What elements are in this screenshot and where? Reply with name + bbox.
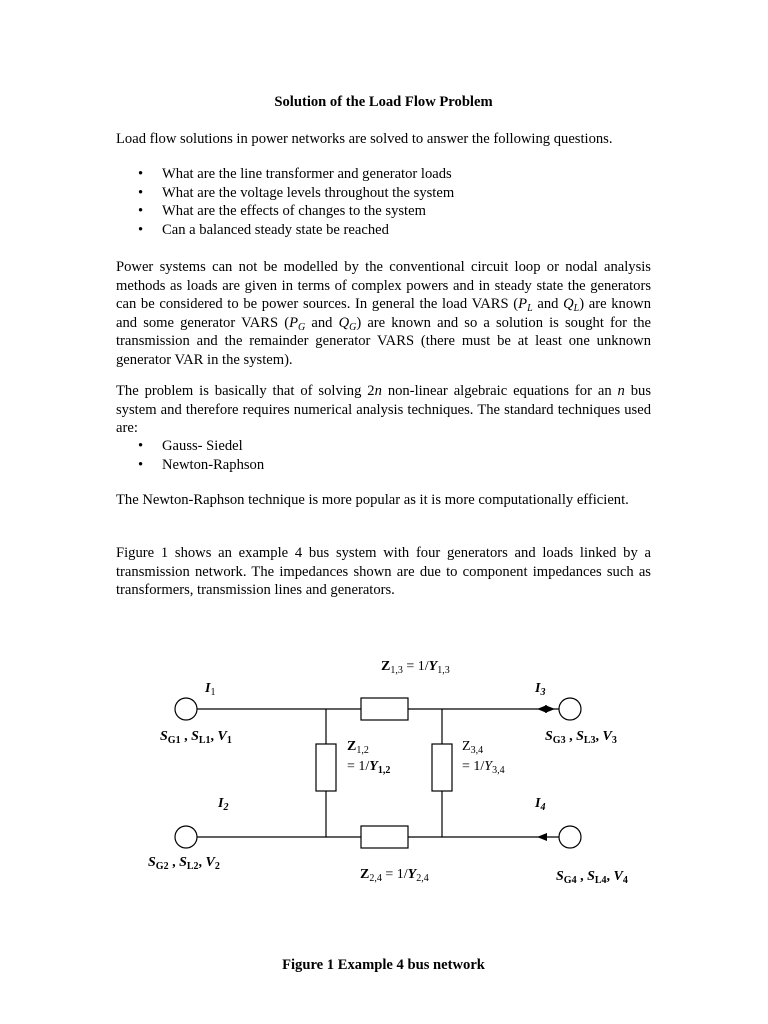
z12-value: = $1/Y_{1,2}$ bbox=[347, 759, 391, 776]
list-item: • What are the effects of changes to the system bbox=[138, 203, 426, 220]
arrow-i4-icon bbox=[537, 833, 547, 841]
bus1-terminal bbox=[175, 698, 197, 720]
list-item: • Can a balanced steady state be reached bbox=[138, 221, 389, 238]
bus4-terminal bbox=[559, 826, 581, 848]
figure-caption: Figure 1 Example 4 bus network bbox=[282, 957, 485, 973]
paragraph-power-systems: Power systems can not be modelled by the conventional circuit loop or nodal analysis methods as loads are given in terms of complex powers and in steady state the generators can be considered to be power sources. In general the load VARS ($P_L$ and $Q_L$) are known and some generator VARS ($P_G$ and $Q_G$) are known and so a solution is sought for the transmission and the remainder generator VARS (there must be at least one unknown generator VAR in the system). bbox=[116, 259, 651, 368]
bus3-label: $S_{G3}$ , $S_{L3}$, $V_3$ bbox=[545, 729, 617, 746]
bullet-icon: • bbox=[138, 221, 144, 238]
paragraph-figure-intro: Figure 1 shows an example 4 bus system with four generators and loads linked by a transmission network. The impedances shown are due to component impedances such as transformers, transmission lines and generators. bbox=[116, 545, 651, 599]
z12-label: $Z_{1,2}$ bbox=[347, 739, 369, 756]
z34-label: $Z_{3,4}$ bbox=[462, 739, 484, 756]
z34-value: = $1/Y_{3,4}$ bbox=[462, 759, 505, 776]
z24-impedance bbox=[361, 826, 408, 848]
page-title: Solution of the Load Flow Problem bbox=[274, 94, 493, 110]
paragraph-problem: The problem is basically that of solving 2n non-linear algebraic equations for an n bus system and therefore requires numerical analysis techniques. The standard techniques used are: bbox=[116, 383, 652, 437]
list-item: • What are the voltage levels throughout the system bbox=[138, 184, 455, 201]
bullet-icon: • bbox=[138, 203, 144, 220]
current-i4-label: $I_4$ bbox=[535, 796, 546, 813]
intro-paragraph: Load flow solutions in power networks are solved to answer the following questions. bbox=[116, 131, 613, 147]
current-i3-label: $I_3$ bbox=[535, 681, 546, 698]
bullet-icon: • bbox=[138, 438, 144, 454]
current-i2-label: $I_2$ bbox=[218, 796, 229, 813]
z13-label: $Z_{1,3} = 1/Y_{1,3}$ bbox=[381, 659, 450, 676]
z24-label: $Z_{2,4} = 1/Y_{2,4}$ bbox=[360, 867, 429, 884]
bus1-label: $S_{G1}$ , $S_{L1}$, $V_1$ bbox=[160, 729, 232, 746]
bus2-terminal bbox=[175, 826, 197, 848]
bullet-icon: • bbox=[138, 184, 144, 201]
arrow-i3-left-icon bbox=[537, 705, 547, 713]
z12-impedance bbox=[316, 744, 336, 791]
bus3-terminal bbox=[559, 698, 581, 720]
bullet-icon: • bbox=[138, 456, 144, 473]
z13-impedance bbox=[361, 698, 408, 720]
z34-impedance bbox=[432, 744, 452, 791]
list-item: • Gauss- Siedel bbox=[138, 438, 243, 454]
current-i1-label: $I_1$ bbox=[205, 681, 216, 698]
bus4-label: $S_{G4}$ , $S_{L4}$, $V_4$ bbox=[556, 869, 628, 886]
list-item: • What are the line transformer and generator loads bbox=[138, 166, 452, 182]
bus2-label: $S_{G2}$ , $S_{L2}$, $V_2$ bbox=[148, 855, 220, 872]
paragraph-newton: The Newton-Raphson technique is more popular as it is more computationally efficient. bbox=[116, 492, 629, 508]
list-item: • Newton-Raphson bbox=[138, 456, 265, 473]
bullet-icon: • bbox=[138, 166, 144, 182]
